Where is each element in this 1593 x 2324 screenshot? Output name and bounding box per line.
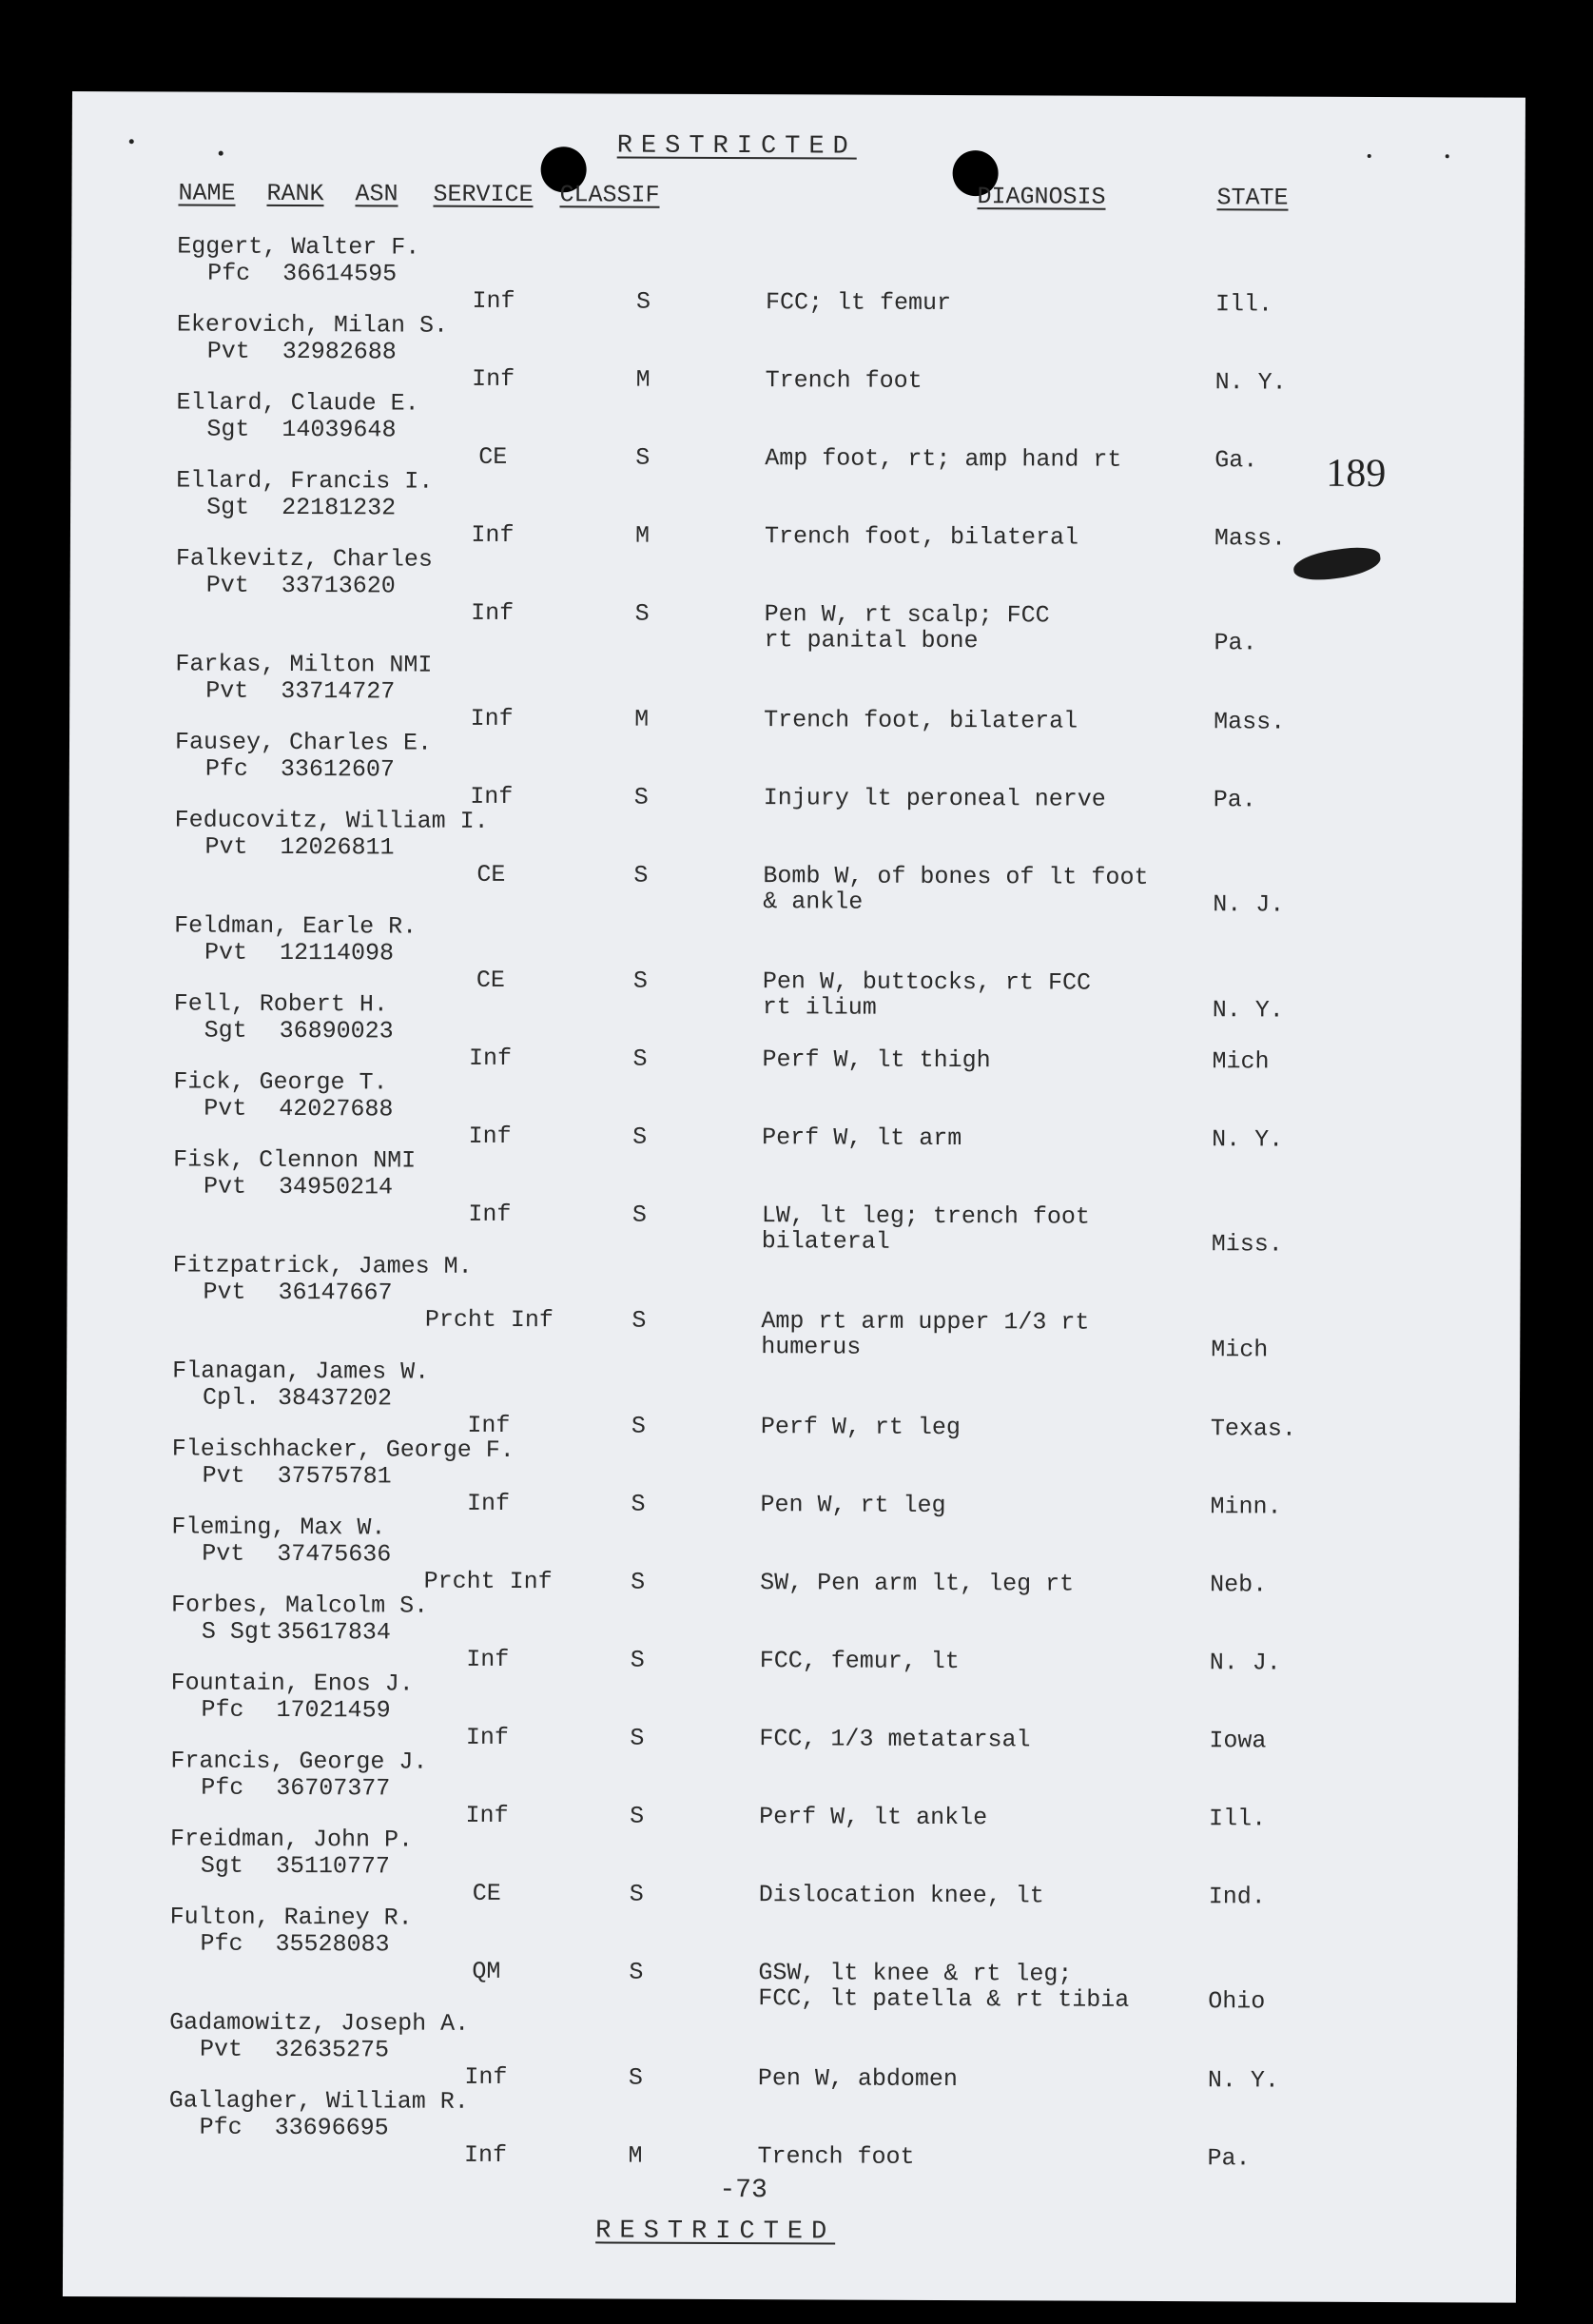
entry-state: Pa. [1207, 2144, 1251, 2173]
entry-name: Fleming, Max W. [171, 1513, 386, 1542]
entry-classif: M [634, 521, 651, 550]
entry-diagnosis: rt ilium [762, 993, 877, 1022]
entry-row [68, 806, 1522, 919]
entry-asn: 33714727 [281, 676, 396, 706]
entry-classif: S [632, 1045, 648, 1073]
entry-asn: 32982688 [282, 337, 397, 366]
entry-row [66, 1435, 1519, 1521]
entry-state: Mass. [1214, 524, 1287, 553]
entry-name: Fitzpatrick, James M. [172, 1251, 473, 1280]
entry-diagnosis: FCC, lt patella & rt tibia [758, 1984, 1130, 2014]
entry-state: N. J. [1209, 1649, 1281, 1677]
entry-diagnosis: Trench foot, bilateral [764, 706, 1078, 735]
entry-row [65, 1669, 1518, 1755]
speck-3 [1368, 154, 1371, 158]
entry-rank: Pvt [202, 1539, 245, 1568]
entry-service: Inf [463, 2140, 508, 2170]
speck-2 [219, 151, 223, 156]
entry-diagnosis: Trench foot [765, 366, 923, 395]
entry-name: Flanagan, James W. [172, 1357, 430, 1386]
entry-asn: 12114098 [279, 938, 395, 967]
entry-asn: 33713620 [281, 571, 396, 600]
entry-name: Ekerovich, Milan S. [176, 310, 449, 340]
entry-name: Eggert, Walter F. [177, 232, 420, 262]
entry-name: Falkevitz, Charles [175, 544, 433, 574]
entry-diagnosis: & ankle [763, 888, 864, 916]
entry-state: N. Y. [1214, 368, 1287, 397]
entry-asn: 35528083 [275, 1929, 390, 1959]
entry-classif: S [635, 443, 651, 472]
entry-rank: Pvt [204, 938, 248, 967]
page-number: -73 [719, 2175, 767, 2206]
column-headers [71, 179, 1525, 224]
entry-service: QM [472, 1957, 501, 1985]
entry-asn: 35617834 [276, 1617, 392, 1647]
entry-rank: Sgt [200, 1851, 243, 1880]
entry-diagnosis: Trench foot [757, 2142, 915, 2171]
entry-asn: 37575781 [277, 1461, 392, 1491]
entry-classif: S [633, 861, 649, 889]
entry-state: Mich [1212, 1047, 1270, 1076]
entry-diagnosis: Pen W, rt scalp; FCC [764, 600, 1050, 630]
entry-diagnosis: FCC, femur, lt [759, 1647, 960, 1676]
entry-state: N. Y. [1212, 996, 1284, 1025]
entry-classif: S [634, 599, 650, 628]
header-rank: RANK [266, 179, 324, 208]
entry-name: Forbes, Malcolm S. [170, 1591, 429, 1620]
entry-rank: Pfc [207, 259, 251, 287]
entry-row [67, 1251, 1520, 1364]
entry-service: Inf [466, 1645, 510, 1674]
entry-state: N. Y. [1212, 1125, 1284, 1154]
entry-diagnosis: humerus [761, 1333, 862, 1361]
entry-diagnosis: Perf W, rt leg [760, 1413, 961, 1442]
entry-diagnosis: Perf W, lt ankle [759, 1803, 988, 1832]
entry-name: Feducovitz, William I. [174, 806, 489, 835]
entry-state: Texas. [1210, 1415, 1296, 1443]
entry-name: Gallagher, William R. [168, 2086, 469, 2116]
entry-rank: Pfc [201, 1695, 244, 1724]
entry-row [65, 1747, 1518, 1833]
entry-row [66, 1591, 1519, 1677]
entry-classif: S [631, 1201, 647, 1229]
entry-name: Fulton, Rainey R. [169, 1903, 413, 1932]
entry-service: CE [476, 966, 505, 994]
entry-rank: Pvt [199, 2035, 243, 2063]
entry-service: CE [478, 442, 508, 471]
entry-diagnosis: Perf W, lt thigh [762, 1045, 991, 1075]
header-name: NAME [178, 179, 236, 207]
entry-asn: 34950214 [278, 1172, 394, 1201]
entry-service: Inf [467, 1411, 511, 1440]
entry-row [69, 650, 1523, 736]
entry-classif: M [635, 365, 651, 394]
entry-name: Feldman, Earle R. [174, 911, 418, 941]
stamp-number: 189 [1326, 451, 1387, 497]
entry-rank: S Sgt [201, 1617, 274, 1646]
entry-diagnosis: Pen W, rt leg [760, 1491, 946, 1520]
entry-name: Fick, George T. [173, 1067, 388, 1097]
entry-row [64, 2086, 1517, 2173]
entry-row [70, 544, 1524, 657]
entry-state: Pa. [1213, 786, 1256, 814]
header-restricted: RESTRICTED [616, 131, 857, 162]
entry-classif: M [628, 2141, 643, 2170]
entry-state: Mich [1211, 1336, 1269, 1364]
speck-4 [1446, 154, 1449, 158]
entry-state: Minn. [1210, 1493, 1282, 1521]
entry-service: Inf [468, 1200, 512, 1229]
entry-classif: S [630, 1646, 645, 1674]
entry-name: Gadamowitz, Joseph A. [169, 2008, 470, 2038]
entry-asn: 36890023 [279, 1016, 394, 1045]
entry-state: Iowa [1209, 1727, 1267, 1755]
entry-asn: 17021459 [276, 1695, 391, 1725]
entry-service: Inf [471, 598, 515, 628]
entry-diagnosis: FCC, 1/3 metatarsal [759, 1725, 1031, 1754]
entry-diagnosis: Amp foot, rt; amp hand rt [765, 444, 1122, 474]
entry-service: Inf [470, 782, 514, 811]
entry-name: Fisk, Clennon NMI [173, 1145, 417, 1175]
entry-asn: 33696695 [274, 2113, 389, 2142]
entry-state: Pa. [1214, 629, 1257, 657]
entry-state: Ohio [1208, 1987, 1266, 2016]
entry-rank: Pfc [199, 2113, 243, 2141]
entry-service: CE [472, 1879, 501, 1907]
entry-rank: Pvt [206, 337, 250, 365]
entry-diagnosis: FCC; lt femur [765, 288, 952, 318]
entry-service: Inf [465, 1723, 510, 1752]
entry-rank: Pfc [204, 754, 248, 783]
entry-name: Freidman, John P. [169, 1825, 414, 1854]
entry-classif: S [631, 1568, 646, 1596]
entry-name: Fausey, Charles E. [174, 728, 433, 757]
entry-asn: 35110777 [275, 1851, 390, 1881]
entry-diagnosis: Trench foot, bilateral [764, 522, 1079, 552]
entry-diagnosis: SW, Pen arm lt, leg rt [760, 1569, 1075, 1598]
entry-name: Farkas, Milton NMI [175, 650, 433, 679]
entry-row [70, 466, 1524, 553]
entry-service: Inf [468, 1044, 513, 1073]
header-asn: ASN [355, 180, 398, 208]
entry-asn: 22181232 [282, 493, 397, 522]
entry-asn: 36147667 [278, 1278, 393, 1307]
entry-asn: 36707377 [276, 1773, 391, 1803]
entry-service: Inf [472, 286, 515, 316]
entry-state: N. Y. [1207, 2066, 1279, 2095]
entry-state: N. J. [1213, 890, 1285, 919]
entry-diagnosis: rt panital bone [764, 626, 979, 655]
entry-rank: Pvt [205, 676, 249, 705]
entry-asn: 12026811 [280, 832, 395, 862]
entry-row [71, 310, 1525, 397]
entry-diagnosis: GSW, lt knee & rt leg; [758, 1959, 1073, 1988]
entry-row [68, 1067, 1521, 1154]
entry-service: Inf [464, 2062, 508, 2092]
entry-service: Inf [465, 1801, 509, 1830]
entry-rank: Sgt [206, 415, 250, 443]
entry-service: Inf [470, 704, 514, 733]
entry-name: Fleischhacker, George F. [171, 1435, 515, 1465]
entry-row [68, 1145, 1521, 1259]
entry-classif: S [632, 967, 649, 995]
entry-diagnosis: Pen W, abdomen [757, 2064, 959, 2094]
entry-diagnosis: Amp rt arm upper 1/3 rt [761, 1307, 1090, 1337]
entry-service: Prcht Inf [423, 1567, 553, 1596]
entry-row [65, 1825, 1518, 1911]
entry-classif: S [633, 783, 649, 811]
entry-classif: S [628, 2063, 643, 2092]
entry-state: Ga. [1214, 446, 1258, 475]
entry-state: Ind. [1208, 1883, 1266, 1911]
entry-service: Prcht Inf [424, 1305, 554, 1335]
entry-rank: Pfc [201, 1773, 244, 1802]
entry-row [68, 989, 1522, 1076]
entry-rank: Sgt [206, 493, 250, 521]
entry-asn: 36614595 [282, 259, 398, 288]
entry-row [69, 728, 1523, 814]
entry-asn: 38437202 [277, 1383, 393, 1413]
entry-name: Francis, George J. [170, 1747, 428, 1776]
footer-restricted: RESTRICTED [595, 2217, 836, 2247]
speck-1 [129, 139, 134, 144]
header-state: STATE [1216, 184, 1289, 212]
entry-row [64, 1903, 1517, 2016]
entry-service: Inf [468, 1122, 512, 1151]
entry-state: Neb. [1210, 1571, 1268, 1599]
entry-service: Inf [472, 364, 515, 394]
entry-rank: Pvt [204, 1094, 247, 1123]
header-diagnosis: DIAGNOSIS [977, 183, 1106, 211]
entry-classif: S [631, 1412, 646, 1440]
entry-rank: Pfc [200, 1929, 243, 1958]
entry-classif: S [630, 1724, 645, 1752]
entry-rank: Pvt [202, 1461, 245, 1490]
entry-rank: Pvt [203, 1172, 247, 1201]
entry-diagnosis: Perf W, lt arm [762, 1123, 962, 1153]
entry-diagnosis: Dislocation knee, lt [758, 1881, 1044, 1910]
entry-name: Ellard, Francis I. [176, 466, 434, 496]
entry-rank: Pvt [203, 1278, 246, 1306]
entry-state: Miss. [1211, 1230, 1283, 1259]
entry-asn: 37475636 [277, 1539, 392, 1569]
entry-row [64, 2008, 1517, 2095]
entry-asn: 32635275 [274, 2035, 390, 2064]
entry-diagnosis: bilateral [761, 1227, 890, 1256]
entry-row [67, 1357, 1520, 1443]
entry-rank: Sgt [204, 1016, 247, 1045]
header-classif: CLASSIF [559, 181, 660, 209]
entry-service: CE [476, 860, 506, 889]
entry-row [71, 232, 1525, 319]
entry-name: Fell, Robert H. [173, 989, 388, 1019]
entry-diagnosis: Injury lt peroneal nerve [763, 784, 1106, 813]
entry-rank: Pvt [204, 832, 248, 861]
entry-service: Inf [471, 520, 515, 550]
entry-asn: 33612607 [280, 754, 395, 784]
entry-state: Mass. [1214, 708, 1286, 736]
entry-diagnosis: LW, lt leg; trench foot [761, 1201, 1090, 1231]
entry-classif: M [634, 705, 650, 733]
entry-diagnosis: Pen W, buttocks, rt FCC [762, 967, 1092, 997]
entry-asn: 14039648 [282, 415, 397, 444]
entry-name: Ellard, Claude E. [176, 388, 419, 418]
entry-state: Ill. [1209, 1805, 1267, 1833]
entry-name: Fountain, Enos J. [170, 1669, 414, 1698]
entry-row [66, 1513, 1519, 1599]
entry-classif: S [632, 1123, 648, 1151]
entry-classif: S [630, 1802, 645, 1830]
entry-state: Ill. [1214, 290, 1273, 319]
entry-rank: Pvt [205, 571, 249, 599]
entry-classif: S [631, 1306, 647, 1335]
entry-rank: Cpl. [202, 1383, 261, 1412]
entry-diagnosis: Bomb W, of bones of lt foot [763, 862, 1149, 891]
entry-service: Inf [466, 1489, 511, 1518]
entry-classif: S [631, 1490, 646, 1518]
entry-classif: S [635, 287, 651, 316]
document-page [63, 91, 1525, 2303]
header-service: SERVICE [433, 180, 534, 209]
entry-classif: S [629, 1958, 644, 1986]
entry-classif: S [629, 1880, 644, 1908]
entry-asn: 42027688 [279, 1094, 394, 1123]
